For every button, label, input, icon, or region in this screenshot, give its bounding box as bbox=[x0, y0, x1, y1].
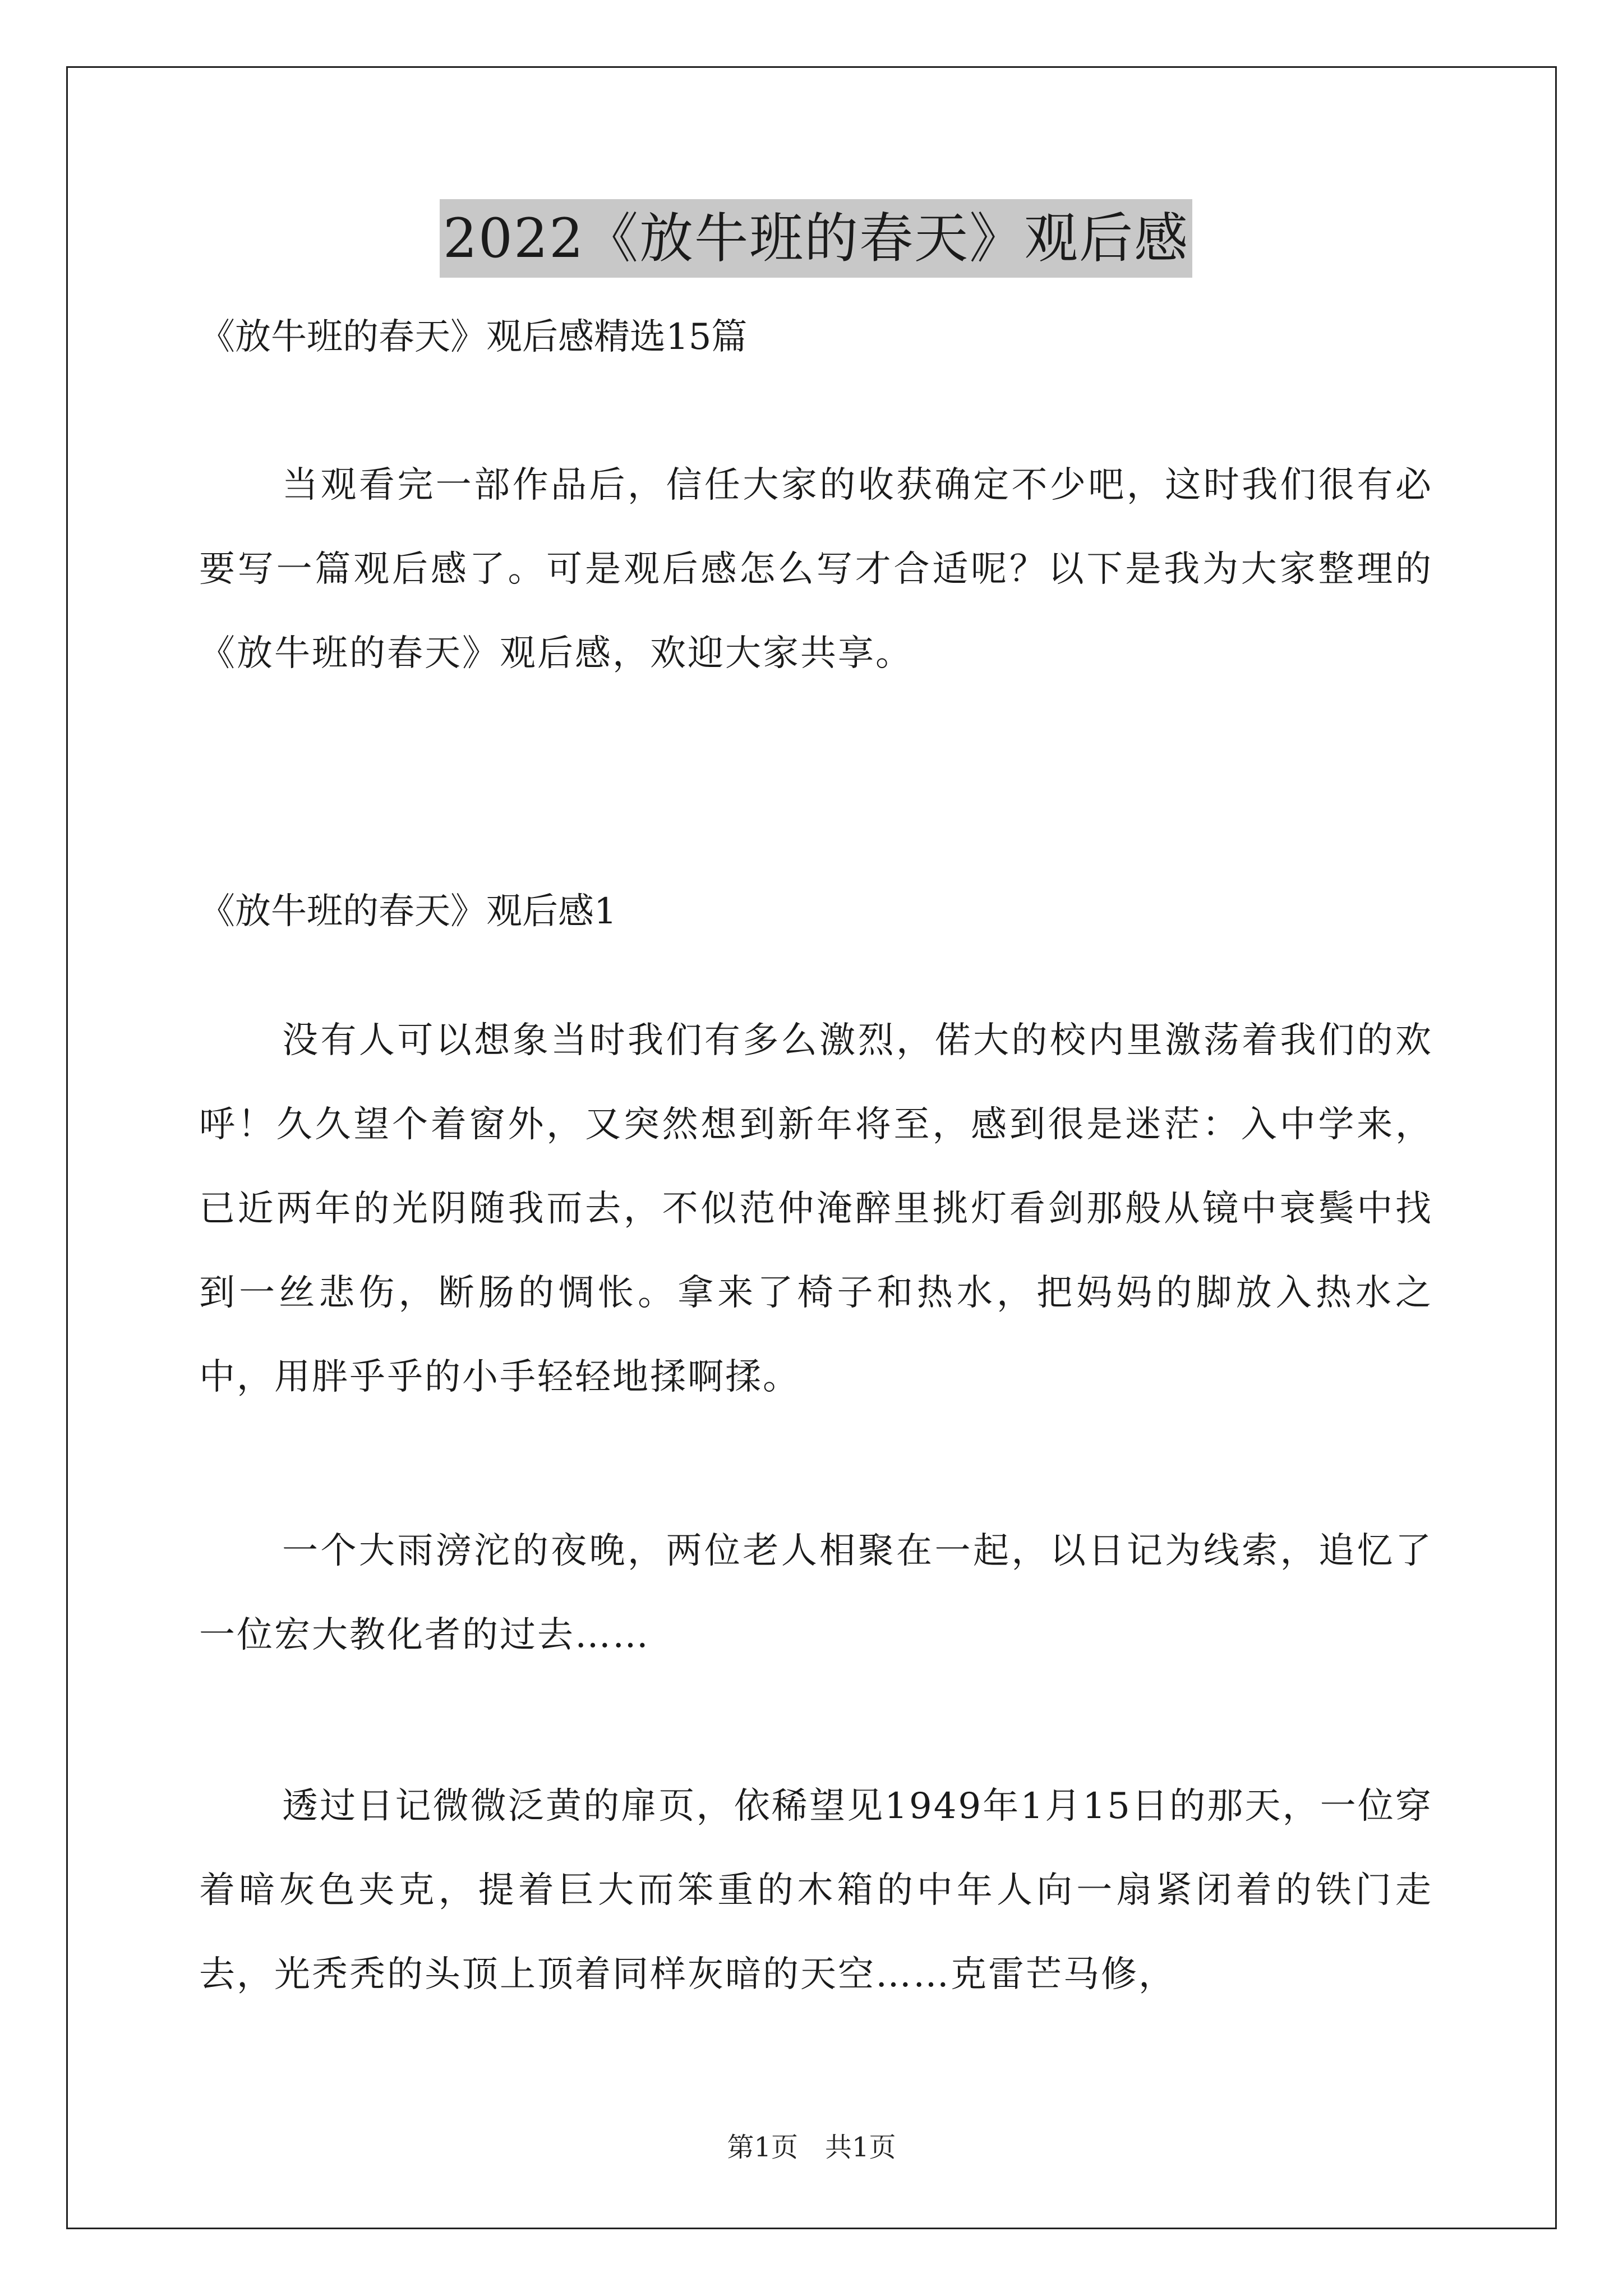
document-title-text: 2022《放牛班的春天》观后感 bbox=[440, 199, 1192, 278]
body-paragraph-3: 透过日记微微泛黄的扉页，依稀望见1949年1月15日的那天，一位穿着暗灰色夹克，提着巨大而笨重的木箱的中年人向一扇紧闭着的铁门走去，光秃秃的头顶上顶着同样灰暗的天空……克雷芒马修， bbox=[199, 1786, 1433, 1995]
section-heading: 《放牛班的春天》观后感1 bbox=[199, 891, 617, 932]
body-paragraph-1: 没有人可以想象当时我们有多么激烈，偌大的校内里激荡着我们的欢呼！久久望个着窗外，又突然想到新年将至，感到很是迷茫：入中学来，已近两年的光阴随我而去，不似范仲淹醉里挑灯看剑那般从镜中衰鬓中找到一丝悲伤，断肠的惆怅。拿来了椅子和热水，把妈妈的脚放入热水之中，用胖乎乎的小手轻轻地揉啊揉。 bbox=[199, 1020, 1433, 1398]
document-subtitle: 《放牛班的春天》观后感精选15篇 bbox=[199, 316, 748, 358]
page-total: 共1页 bbox=[825, 2132, 896, 2163]
page-footer bbox=[0, 2131, 1623, 2164]
intro-paragraph: 当观看完一部作品后，信任大家的收获确定不少吧，这时我们很有必要写一篇观后感了。可是观后感怎么写才合适呢？以下是我为大家整理的《放牛班的春天》观后感，欢迎大家共享。 bbox=[199, 464, 1433, 674]
document-title bbox=[199, 199, 1433, 278]
page-number: 第1页 bbox=[727, 2132, 798, 2163]
body-paragraph-2: 一个大雨滂沱的夜晚，两位老人相聚在一起，以日记为线索，追忆了一位宏大教化者的过去…… bbox=[199, 1530, 1433, 1656]
